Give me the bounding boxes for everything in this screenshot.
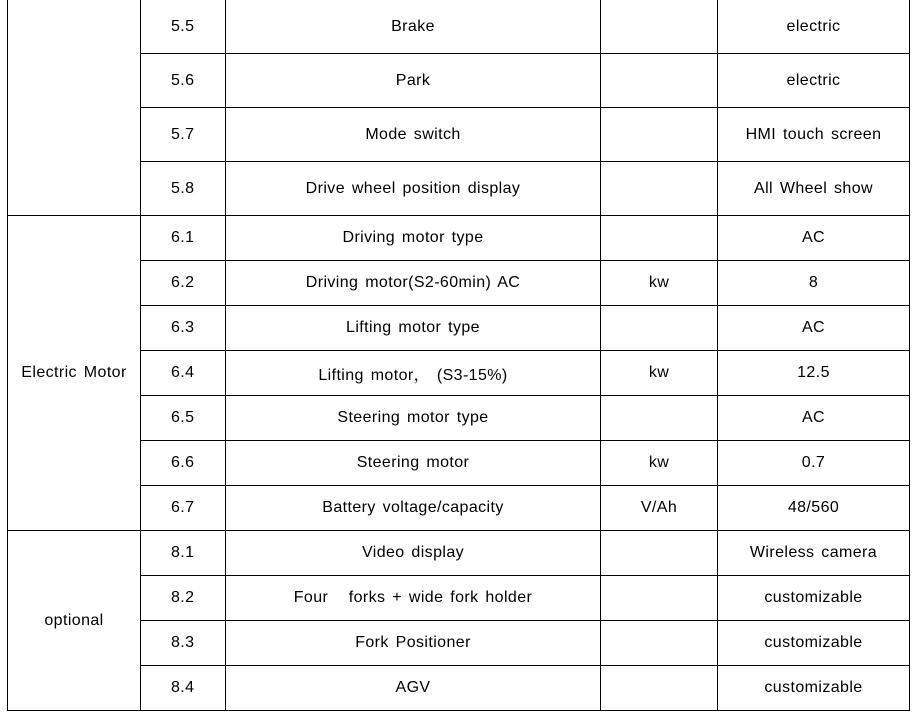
table-row (8, 162, 910, 216)
row-number: 5.7 (141, 108, 226, 162)
table-row (8, 351, 910, 396)
row-unit (601, 162, 718, 216)
row-value: All Wheel show (718, 162, 910, 216)
table-row (8, 54, 910, 108)
table-row (8, 0, 910, 54)
row-unit (601, 531, 718, 576)
row-unit: V/Ah (601, 486, 718, 531)
row-number: 8.3 (141, 621, 226, 666)
group-cell: Electric Motor (8, 216, 141, 531)
row-unit: kw (601, 261, 718, 306)
row-unit (601, 576, 718, 621)
row-value: customizable (718, 666, 910, 711)
table-row (8, 666, 910, 711)
row-value: HMI touch screen (718, 108, 910, 162)
table-row (8, 261, 910, 306)
row-item: Video display (226, 531, 601, 576)
table-row (8, 396, 910, 441)
row-item: Park (226, 54, 601, 108)
row-number: 6.4 (141, 351, 226, 396)
row-unit (601, 54, 718, 108)
row-item: Lifting motor， (S3-15%) (226, 351, 601, 396)
row-value: Wireless camera (718, 531, 910, 576)
row-unit (601, 666, 718, 711)
row-item: Mode switch (226, 108, 601, 162)
row-unit (601, 108, 718, 162)
row-item: Driving motor type (226, 216, 601, 261)
row-value: 0.7 (718, 441, 910, 486)
row-number: 6.7 (141, 486, 226, 531)
row-number: 6.1 (141, 216, 226, 261)
row-number: 5.8 (141, 162, 226, 216)
row-item: Steering motor type (226, 396, 601, 441)
row-item: Four forks + wide fork holder (226, 576, 601, 621)
row-number: 8.1 (141, 531, 226, 576)
row-value: 48/560 (718, 486, 910, 531)
table-row (8, 576, 910, 621)
row-item: Battery voltage/capacity (226, 486, 601, 531)
row-value: electric (718, 0, 910, 54)
table-row (8, 441, 910, 486)
row-value: customizable (718, 621, 910, 666)
row-item: AGV (226, 666, 601, 711)
row-unit (601, 396, 718, 441)
row-item: Driving motor(S2-60min) AC (226, 261, 601, 306)
group-cell (8, 0, 141, 216)
table-row (8, 108, 910, 162)
row-value: AC (718, 216, 910, 261)
row-value: AC (718, 306, 910, 351)
row-item: Brake (226, 0, 601, 54)
row-item: Fork Positioner (226, 621, 601, 666)
row-unit: kw (601, 441, 718, 486)
table-row (8, 216, 910, 261)
row-unit (601, 216, 718, 261)
row-value: customizable (718, 576, 910, 621)
row-unit: kw (601, 351, 718, 396)
row-value: 8 (718, 261, 910, 306)
row-value: electric (718, 54, 910, 108)
group-cell: optional (8, 531, 141, 711)
table-row (8, 486, 910, 531)
table-row (8, 531, 910, 576)
table-row (8, 621, 910, 666)
row-number: 6.3 (141, 306, 226, 351)
row-number: 8.4 (141, 666, 226, 711)
row-number: 6.6 (141, 441, 226, 486)
row-item: Steering motor (226, 441, 601, 486)
row-item: Lifting motor type (226, 306, 601, 351)
row-unit (601, 0, 718, 54)
row-item: Drive wheel position display (226, 162, 601, 216)
row-number: 5.6 (141, 54, 226, 108)
row-number: 6.5 (141, 396, 226, 441)
row-unit (601, 621, 718, 666)
row-number: 6.2 (141, 261, 226, 306)
row-number: 8.2 (141, 576, 226, 621)
table-row (8, 306, 910, 351)
row-number: 5.5 (141, 0, 226, 54)
spec-table (7, 0, 910, 711)
row-value: 12.5 (718, 351, 910, 396)
row-unit (601, 306, 718, 351)
row-value: AC (718, 396, 910, 441)
